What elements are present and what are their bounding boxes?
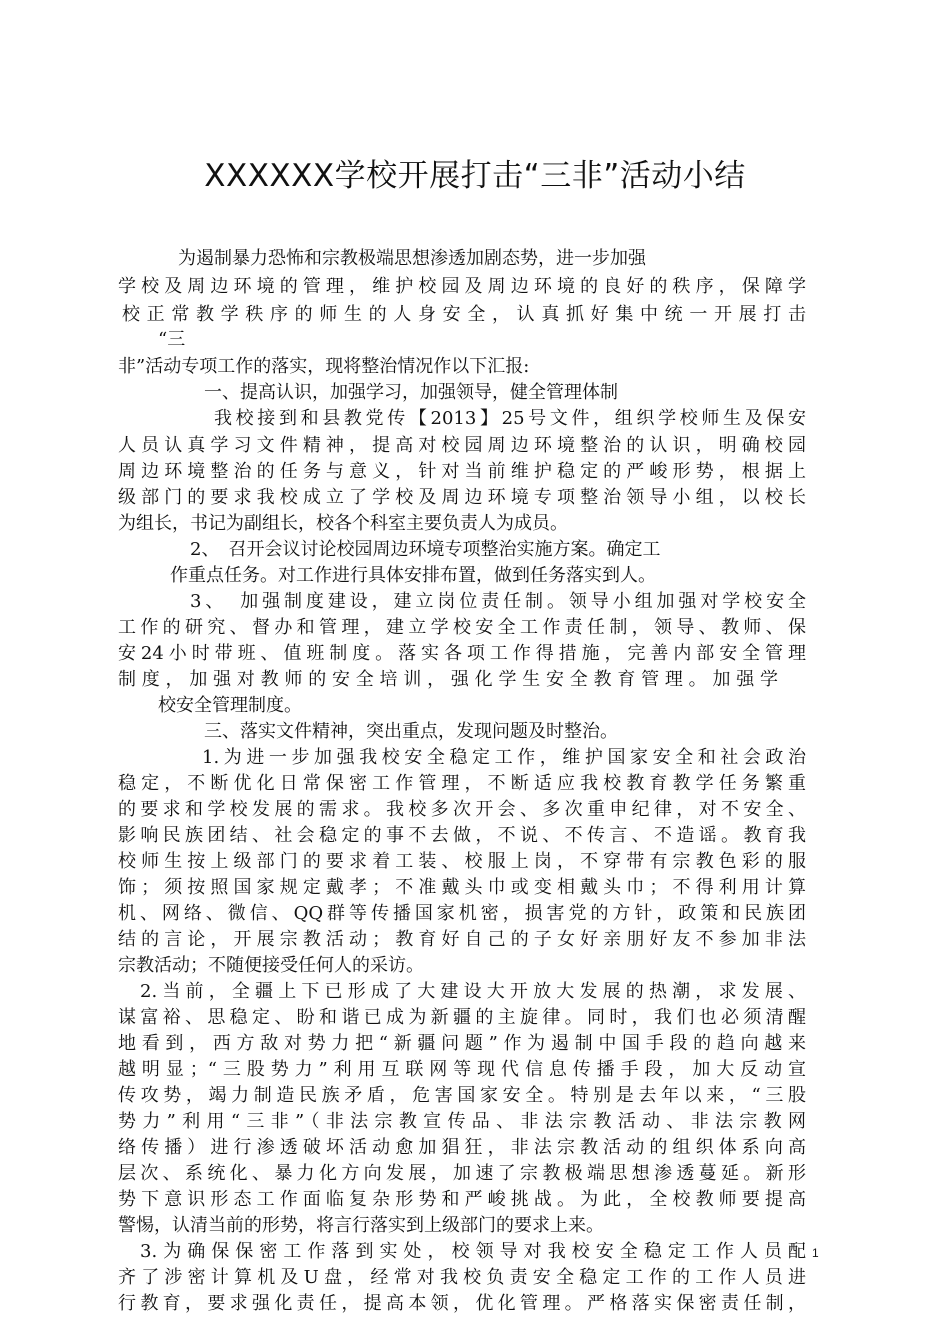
text-line: 人员认真学习文件精神，提高对校园周边环境整治的认识，明确校园	[118, 435, 806, 456]
text-line: 1.为进一步加强我校安全稳定工作，维护国家安全和社会政治	[202, 747, 806, 768]
text-line: 势力”利用“三非”（非法宗教宣传品、非法宗教活动、非法宗教网	[118, 1111, 806, 1132]
text-line: 层次、系统化、暴力化方向发展，加速了宗教极端思想渗透蔓延。新形	[118, 1163, 806, 1184]
text-line: 非”活动专项工作的落实，现将整治情况作以下汇报:	[118, 356, 530, 377]
text-line: 2.当前，全疆上下已形成了大建设大开放大发展的热潮，求发展、	[140, 981, 806, 1002]
text-line: 3、 加强制度建设，建立岗位责任制。领导小组加强对学校安全	[190, 591, 806, 612]
text-line: 络传播）进行渗透破坏活动愈加猖狂，非法宗教活动的组织体系向高	[118, 1137, 806, 1158]
text-line: 的要求和学校发展的需求。我校多次开会、多次重申纪律，对不安全、	[118, 799, 806, 820]
text-line: 3.为确保保密工作落到实处，校领导对我校安全稳定工作人员配	[140, 1241, 806, 1262]
text-line: 学校及周边环境的管理，维护校园及周边环境的良好的秩序，保障学	[118, 276, 806, 297]
text-line: “三	[158, 329, 186, 350]
text-line: 越明显；“三股势力”利用互联网等现代信息传播手段，加大反动宣	[118, 1059, 806, 1080]
text-line: 安24小时带班、值班制度。落实各项工作得措施，完善内部安全管理	[118, 643, 806, 664]
text-line: 级部门的要求我校成立了学校及周边环境专项整治领导小组，以校长	[118, 487, 806, 508]
text-line: 作重点任务。对工作进行具体安排布置，做到任务落实到人。	[170, 565, 656, 586]
text-line: 结的言论，开展宗教活动；教育好自己的子女好亲朋好友不参加非法	[118, 929, 806, 950]
text-line: 校安全管理制度。	[158, 695, 302, 716]
text-line: 工作的研究、督办和管理，建立学校安全工作责任制，领导、教师、保	[118, 617, 806, 638]
text-line: 为组长，书记为副组长，校各个科室主要负责人为成员。	[118, 513, 568, 534]
text-line: 势下意识形态工作面临复杂形势和严峻挑战。为此，全校教师要提高	[118, 1189, 806, 1210]
text-line: 齐了涉密计算机及U盘，经常对我校负责安全稳定工作的工作人员进	[118, 1267, 806, 1288]
text-line: 宗教活动；不随便接受任何人的采访。	[118, 955, 424, 976]
text-line: 校正常教学秩序的师生的人身安全，认真抓好集中统一开展打击	[122, 304, 806, 325]
page-number: 1	[812, 1246, 819, 1260]
text-line: 饰；须按照国家规定戴孝；不准戴头巾或变相戴头巾；不得利用计算	[118, 877, 806, 898]
text-line: 行教育，要求强化责任，提高本领，优化管理。严格落实保密责任制，	[118, 1293, 806, 1314]
text-line: 周边环境整治的任务与意义，针对当前维护稳定的严峻形势，根据上	[118, 461, 806, 482]
text-line: 谋富裕、思稳定、盼和谐已成为新疆的主旋律。同时，我们也必须清醒	[118, 1007, 806, 1028]
text-line: 传攻势，竭力制造民族矛盾，危害国家安全。特别是去年以来，“三股	[118, 1085, 806, 1106]
text-line: 制度，加强对教师的安全培训，强化学生安全教育管理。加强学	[118, 669, 778, 690]
text-line: 我校接到和县教党传【2013】25号文件，组织学校师生及保安	[214, 408, 806, 429]
text-line: 校师生按上级部门的要求着工装、校服上岗，不穿带有宗教色彩的服	[118, 851, 806, 872]
section-heading: 一、提高认识，加强学习，加强领导，健全管理体制	[204, 382, 618, 403]
text-line: 稳定，不断优化日常保密工作管理，不断适应我校教育教学任务繁重	[118, 773, 806, 794]
text-line: 为遏制暴力恐怖和宗教极端思想渗透加剧态势，进一步加强	[178, 248, 646, 269]
text-line: 警惕，认清当前的形势，将言行落实到上级部门的要求上来。	[118, 1215, 604, 1236]
text-line: 2、 召开会议讨论校园周边环境专项整治实施方案。确定工	[190, 539, 661, 560]
text-line: 影响民族团结、社会稳定的事不去做，不说、不传言、不造谣。教育我	[118, 825, 806, 846]
text-line: 地看到，西方敌对势力把“新疆问题”作为遏制中国手段的趋向越来	[118, 1033, 806, 1054]
document-title: XXXXXX学校开展打击“三非”活动小结	[204, 158, 746, 194]
text-line: 机、网络、微信、QQ群等传播国家机密，损害党的方针，政策和民族团	[118, 903, 806, 924]
section-heading: 三、落实文件精神，突出重点，发现问题及时整治。	[204, 721, 618, 742]
